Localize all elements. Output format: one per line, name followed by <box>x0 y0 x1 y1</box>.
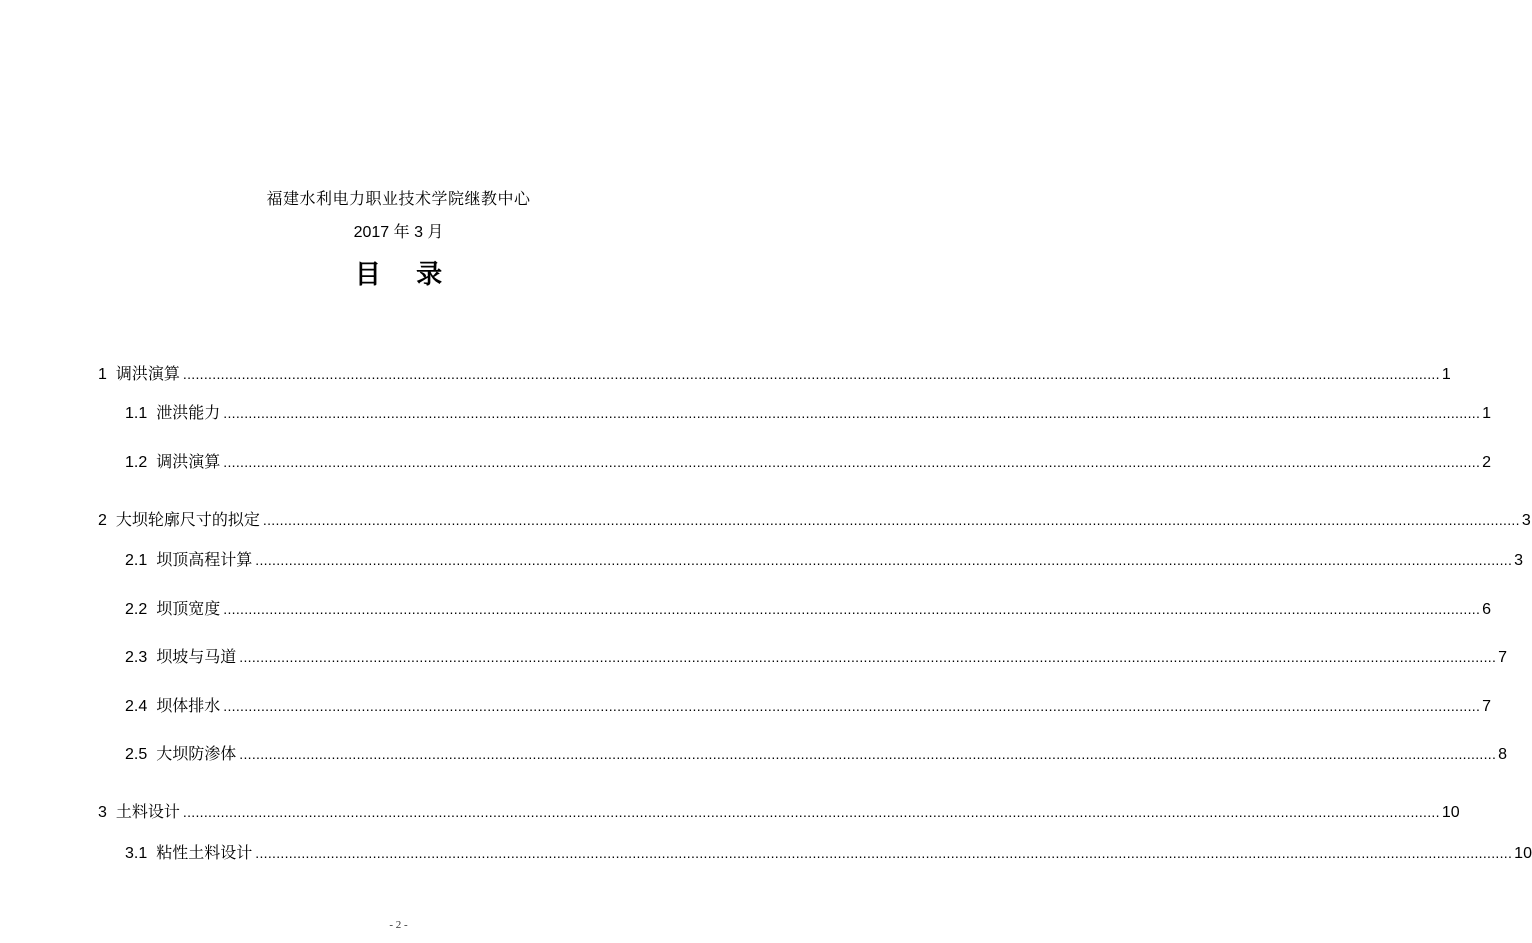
toc-leader-dots: ............................................................................................................................................................................................................................................................................................................ <box>239 649 1497 665</box>
toc-entry[interactable] <box>98 508 1531 530</box>
toc-entry-page: 3 <box>1514 552 1524 569</box>
toc-leader-dots: ............................................................................................................................................................................................................................................................................................................ <box>262 512 1520 528</box>
toc-entry[interactable] <box>125 450 1492 472</box>
toc-entry-number: 2 <box>98 512 107 529</box>
toc-entry[interactable] <box>125 694 1492 716</box>
toc-entry-page: 6 <box>1482 601 1492 618</box>
toc-entry-label: 土料设计 <box>115 804 180 821</box>
toc-entry-number: 3.1 <box>125 845 148 862</box>
toc-entry-label: 大坝轮廓尺寸的拟定 <box>115 512 260 529</box>
toc-entry[interactable] <box>98 362 1451 384</box>
toc-entry[interactable] <box>125 645 1508 667</box>
toc-entry-label: 调洪演算 <box>156 454 221 471</box>
toc-entry-label: 坝顶高程计算 <box>156 552 253 569</box>
toc-leader-dots: ............................................................................................................................................................................................................................................................................................................ <box>255 552 1513 568</box>
toc-entry-number: 1.1 <box>125 405 148 422</box>
toc-entry[interactable] <box>125 401 1492 423</box>
toc-leader-dots: ............................................................................................................................................................................................................................................................................................................ <box>223 601 1481 617</box>
toc-entry-number: 2.1 <box>125 552 148 569</box>
toc-entry-label: 大坝防渗体 <box>156 746 237 763</box>
toc-entry-page: 7 <box>1482 698 1492 715</box>
toc-entry-number: 1 <box>98 366 107 383</box>
toc-leader-dots: ............................................................................................................................................................................................................................................................................................................ <box>182 804 1440 820</box>
toc-entry-number: 3 <box>98 804 107 821</box>
toc-entry-page: 3 <box>1521 512 1531 529</box>
toc-entry-number: 1.2 <box>125 454 148 471</box>
toc-leader-dots: ............................................................................................................................................................................................................................................................................................................ <box>223 405 1481 421</box>
toc-leader-dots: ............................................................................................................................................................................................................................................................................................................ <box>239 746 1497 762</box>
toc-leader-dots: ............................................................................................................................................................................................................................................................................................................ <box>223 698 1481 714</box>
toc-entry-label: 调洪演算 <box>115 366 180 383</box>
toc-entry-page: 1 <box>1441 366 1451 383</box>
toc-entry-page: 2 <box>1482 454 1492 471</box>
toc-leader-dots: ............................................................................................................................................................................................................................................................................................................ <box>223 454 1481 470</box>
toc-entry-page: 7 <box>1498 649 1508 666</box>
document-date: 2017 年 3 月 <box>353 224 444 241</box>
toc-title: 目 录 <box>354 259 457 289</box>
toc-entry-number: 2.4 <box>125 698 148 715</box>
toc-entry-label: 坝顶宽度 <box>156 601 221 618</box>
toc-leader-dots: ............................................................................................................................................................................................................................................................................................................ <box>255 845 1513 861</box>
toc-entry-number: 2.5 <box>125 746 148 763</box>
toc-entry-page: 1 <box>1482 405 1492 422</box>
toc-leader-dots: ............................................................................................................................................................................................................................................................................................................ <box>182 366 1440 382</box>
toc-entry[interactable] <box>125 742 1508 764</box>
toc-entry[interactable] <box>125 548 1524 570</box>
toc-entry[interactable] <box>125 597 1492 619</box>
page-number: - 2 - <box>389 919 408 931</box>
toc-entry-label: 粘性土料设计 <box>156 845 253 862</box>
toc-entry-label: 泄洪能力 <box>156 405 221 422</box>
institution-name: 福建水利电力职业技术学院继教中心 <box>266 191 531 208</box>
toc-entry-label: 坝体排水 <box>156 698 221 715</box>
toc-entry-number: 2.3 <box>125 649 148 666</box>
toc-entry-label: 坝坡与马道 <box>156 649 237 666</box>
toc-entry-page: 10 <box>1441 804 1460 821</box>
toc-entry-page: 10 <box>1514 845 1532 862</box>
toc-entry[interactable] <box>98 800 1460 822</box>
toc-entry-number: 2.2 <box>125 601 148 618</box>
toc-entry-page: 8 <box>1498 746 1508 763</box>
toc-entry[interactable] <box>125 841 1532 863</box>
